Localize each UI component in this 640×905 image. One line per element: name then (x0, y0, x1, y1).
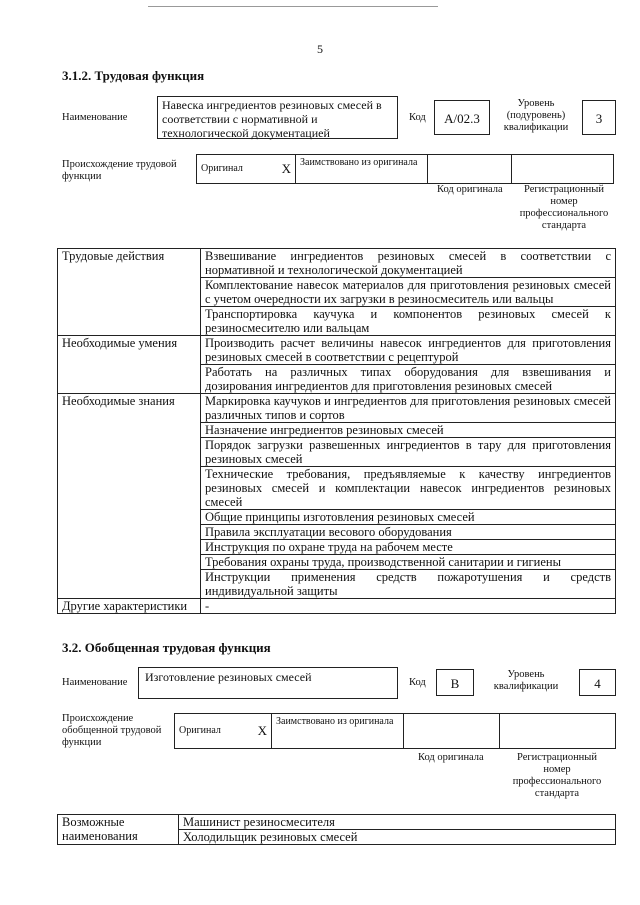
possible-names-label: Возможные наименования (58, 815, 179, 845)
original-label-2: Оригинал (179, 725, 221, 736)
code-label: Код (409, 112, 426, 123)
skills-label: Необходимые умения (58, 336, 201, 394)
knowledge-2: Назначение ингредиентов резиновых смесей (201, 423, 616, 438)
function-name-box-2: Изготовление резиновых смесей (138, 667, 398, 699)
origin-label: Происхождение трудовой функции (62, 159, 177, 182)
knowledge-1: Маркировка каучуков и ингредиентов для приготовления резиновых смесей различных типов и сортов (201, 394, 616, 423)
origin-label-2: Происхождение обобщенной трудовой функции (62, 713, 162, 748)
level-label: Уровень (подуровень) квалификации (503, 98, 569, 133)
original-cell-2 (174, 713, 272, 749)
top-rule (148, 6, 438, 7)
reg-number-label: Регистрационный номер профессионального стандарта (519, 184, 609, 231)
labor-action-2: Комплектование навесок материалов для приготовления резиновых смесей с учетом очередности их загрузки в резиносмеситель или вальцы (201, 278, 616, 307)
labor-action-1: Взвешивание ингредиентов резиновых смесей в соответствии с нормативной и технологической документацией (201, 249, 616, 278)
code-original-label-2: Код оригинала (418, 752, 484, 763)
code-original-cell-2 (403, 713, 500, 749)
original-mark-2: X (257, 723, 267, 738)
original-label: Оригинал (201, 163, 243, 174)
section-heading-3-1-2: 3.1.2. Трудовая функция (62, 68, 205, 83)
origin-row-2 (175, 713, 616, 749)
labor-action-3: Транспортировка каучука и компонентов резиновых смесей к резиносмесителю или вальцам (201, 307, 616, 336)
level-value-box: 3 (582, 100, 616, 135)
code-value-box-2: B (436, 669, 474, 696)
labor-actions-label: Трудовые действия (58, 249, 201, 336)
knowledge-3: Порядок загрузки развешенных ингредиентов в тару для приготовления резиновых смесей (201, 438, 616, 467)
original-cell (196, 154, 296, 184)
knowledge-9: Инструкции применения средств пожаротушения и средств индивидуальной защиты (201, 570, 616, 599)
borrowed-cell: Заимствовано из оригинала (295, 154, 428, 184)
knowledge-4: Технические требования, предъявляемые к качеству ингредиентов резиновых смесей и комплектации навесок ингредиентов резиновых смесей (201, 467, 616, 510)
possible-names-table (57, 814, 616, 845)
labor-function-table (57, 248, 616, 614)
code-value-box: A/02.3 (434, 100, 490, 135)
code-label-2: Код (409, 677, 426, 688)
code-original-cell (427, 154, 512, 184)
knowledge-6: Правила эксплуатации весового оборудования (201, 525, 616, 540)
skill-1: Производить расчет величины навесок ингредиентов для приготовления резиновых смесей в соответствии с рецептурой (201, 336, 616, 365)
function-name-box: Навеска ингредиентов резиновых смесей в соответствии с нормативной и технологической документацией (157, 96, 398, 139)
original-mark: X (281, 161, 291, 176)
knowledge-label: Необходимые знания (58, 394, 201, 599)
possible-name-2: Холодильщик резиновых смесей (179, 830, 616, 845)
other-label: Другие характеристики (58, 599, 201, 614)
level-value-box-2: 4 (579, 669, 616, 696)
reg-number-cell-2 (499, 713, 616, 749)
knowledge-5: Общие принципы изготовления резиновых смесей (201, 510, 616, 525)
possible-name-1: Машинист резиносмесителя (179, 815, 616, 830)
page-number: 5 (317, 42, 323, 56)
origin-row (197, 154, 614, 184)
name-label-2: Наименование (62, 677, 128, 688)
borrowed-cell-2: Заимствовано из оригинала (271, 713, 404, 749)
skill-2: Работать на различных типах оборудования для взвешивания и дозирования ингредиентов для приготовления резиновых смесей (201, 365, 616, 394)
knowledge-7: Инструкция по охране труда на рабочем месте (201, 540, 616, 555)
other-value: - (201, 599, 616, 614)
name-label: Наименование (62, 112, 128, 123)
code-original-label: Код оригинала (437, 184, 503, 195)
section-heading-3-2: 3.2. Обобщенная трудовая функция (62, 640, 271, 655)
knowledge-8: Требования охраны труда, производственной санитарии и гигиены (201, 555, 616, 570)
level-label-2: Уровень квалификации (493, 669, 559, 692)
reg-number-cell (511, 154, 614, 184)
reg-number-label-2: Регистрационный номер профессионального стандарта (512, 752, 602, 799)
